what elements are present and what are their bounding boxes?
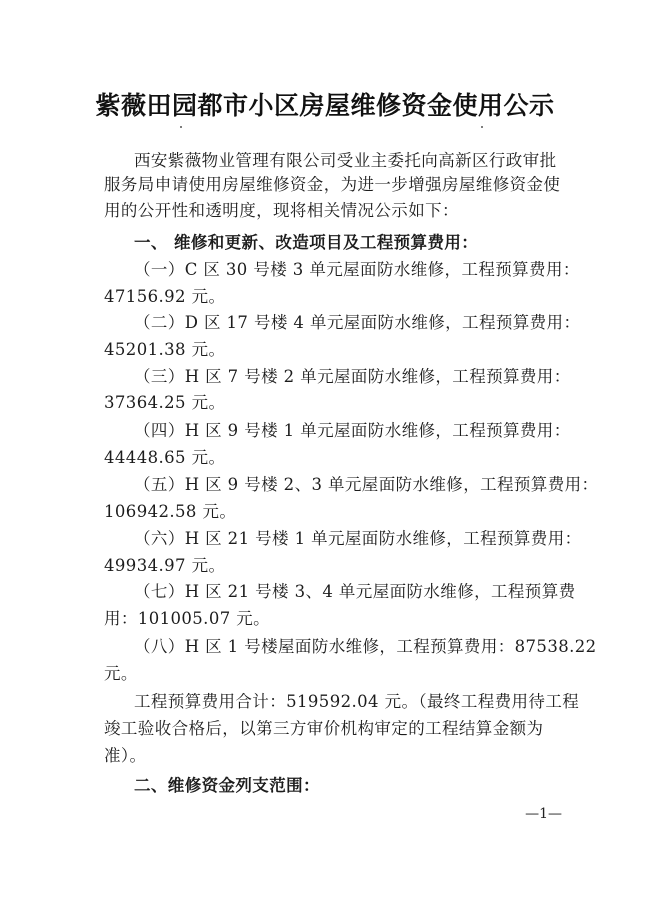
section-heading: 二、维修资金列支范围：: [134, 776, 320, 795]
body-text-line: （三）H 区 7 号楼 2 单元屋面防水维修，工程预算费用：: [134, 367, 571, 386]
title-underline-dots: [0, 124, 650, 132]
body-text-line: 44448.65 元。: [104, 448, 226, 467]
body-text-line: 106942.58 元。: [104, 502, 237, 521]
body-text-line: 37364.25 元。: [104, 393, 226, 412]
body-text-line: （七）H 区 21 号楼 3、4 单元屋面防水维修，工程预算费: [134, 582, 576, 601]
body-text-line: （二）D 区 17 号楼 4 单元屋面防水维修，工程预算费用：: [134, 313, 581, 332]
body-text-line: 工程预算费用合计：519592.04 元。（最终工程费用待工程: [134, 692, 580, 711]
body-text-line: （四）H 区 9 号楼 1 单元屋面防水维修，工程预算费用：: [134, 421, 571, 440]
page-number: —1—: [525, 806, 562, 822]
body-text-line: （一）C 区 30 号楼 3 单元屋面防水维修，工程预算费用：: [134, 260, 580, 279]
body-text-line: 竣工验收合格后，以第三方审价机构审定的工程结算金额为: [104, 719, 544, 738]
body-text-line: （六）H 区 21 号楼 1 单元屋面防水维修，工程预算费用：: [134, 529, 582, 548]
body-text-line: 45201.38 元。: [104, 340, 226, 359]
body-text-line: 用的公开性和透明度，现将相关情况公示如下：: [104, 201, 459, 220]
body-text-line: 服务局申请使用房屋维修资金，为进一步增强房屋维修资金使: [104, 175, 561, 194]
section-heading: 一、 维修和更新、改造项目及工程预算费用：: [134, 233, 479, 252]
body-text-line: 元。: [104, 664, 138, 683]
body-text-line: 用：101005.07 元。: [104, 609, 271, 628]
dot-mark: [180, 126, 182, 128]
body-text-line: 47156.92 元。: [104, 287, 226, 306]
document-title: 紫薇田园都市小区房屋维修资金使用公示: [95, 91, 555, 120]
body-text-line: （八）H 区 1 号楼屋面防水维修，工程预算费用：87538.22: [134, 637, 597, 656]
body-text-line: 49934.97 元。: [104, 556, 226, 575]
body-text-line: 准）。: [104, 746, 147, 765]
dot-mark: [481, 126, 483, 128]
body-text-line: （五）H 区 9 号楼 2、3 单元屋面防水维修，工程预算费用：: [134, 475, 599, 494]
body-text-line: 西安紫薇物业管理有限公司受业主委托向高新区行政审批: [134, 151, 557, 170]
